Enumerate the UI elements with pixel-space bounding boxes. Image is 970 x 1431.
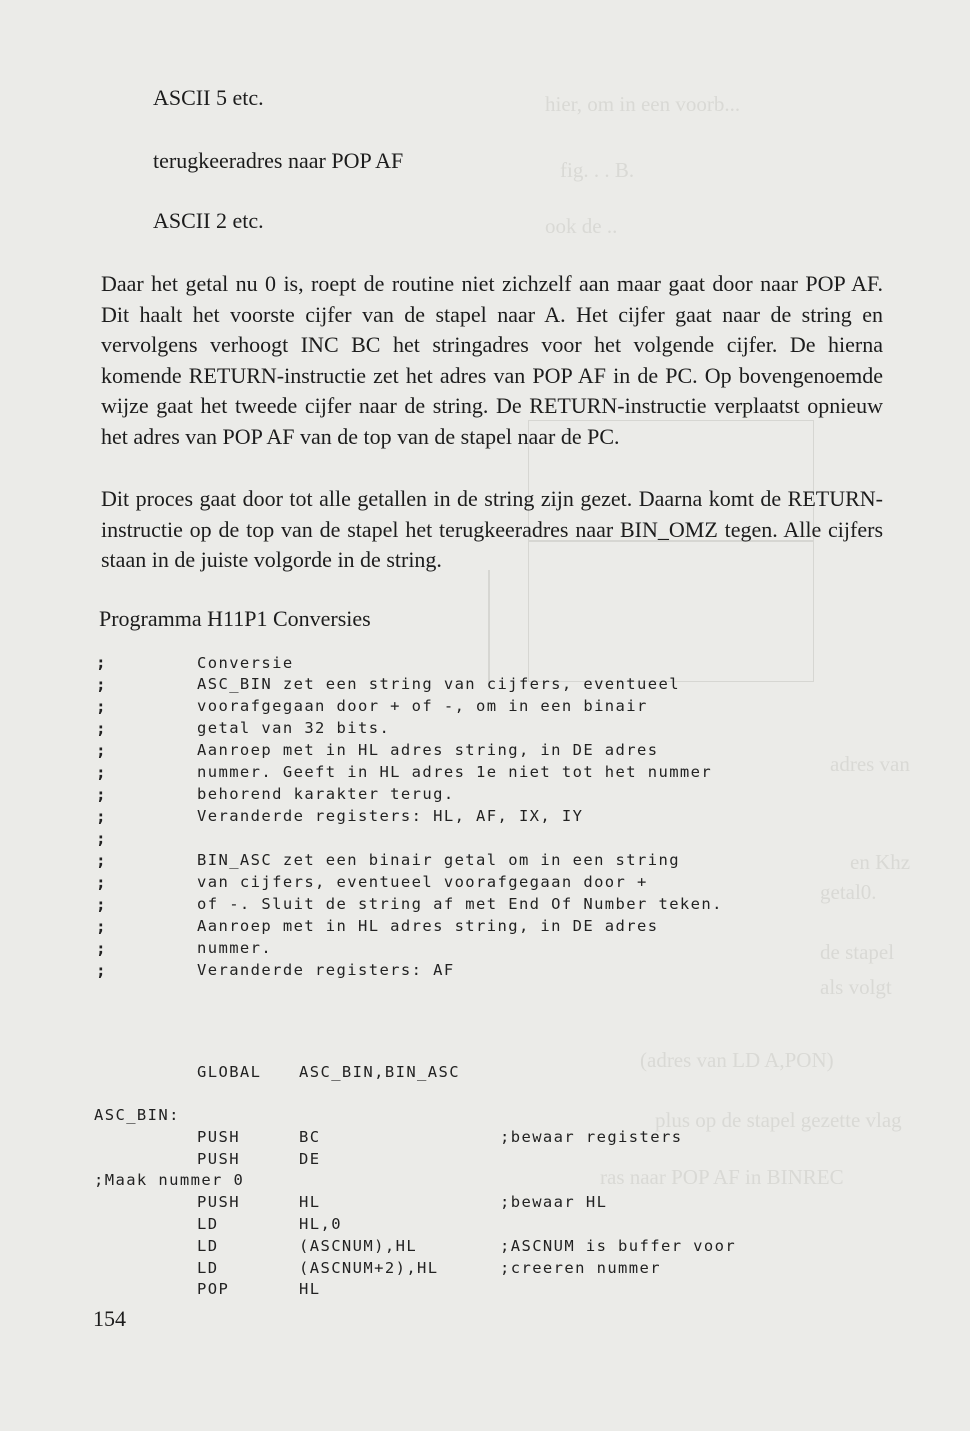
semicolon: ; xyxy=(96,697,106,716)
comment-line: van cijfers, eventueel voorafgegaan door + xyxy=(197,873,648,891)
comment-line: of -. Sluit de string af met End Of Number teken. xyxy=(197,895,723,913)
comment-line: voorafgegaan door + of -, om in een binair xyxy=(197,697,648,715)
comment-line: nummer. Geeft in HL adres 1e niet tot het nummer xyxy=(197,763,713,781)
opcode: PUSH xyxy=(197,1193,240,1211)
code-label: ASC_BIN: xyxy=(94,1106,180,1124)
semicolon: ; xyxy=(96,961,106,980)
semicolon: ; xyxy=(96,873,106,892)
operand: DE xyxy=(299,1150,321,1168)
operand: HL xyxy=(299,1280,321,1298)
comment-line: behorend karakter terug. xyxy=(197,785,455,803)
semicolon: ; xyxy=(96,719,106,738)
stack-line-ascii2: ASCII 2 etc. xyxy=(153,208,264,233)
operand: HL xyxy=(299,1193,321,1211)
book-page: hier, om in een voorb... fig. . . B. ook de .. adres van en Khz getal0. de stapel als volgt (adres van LD A,PON) plus op de stapel gezette vlag ras naar POP AF in BINREC ASCII 5 etc. terugkeeradres naar POP AF ASCII 2 etc. Daar het getal nu 0 is, roept de routine niet zichzelf aan maar gaat door naar POP AF. Dit haalt het voorste cijfer van de stapel naar A. Het cijfer gaat naar de string en vervolgens verhoogt INC BC het stringadres voor het volgende cijfer. De hierna komende RETURN-instructie zet het adres van POP AF in de PC. Op bovengenoemde wijze gaat het tweede cijfer naar de string. De RETURN-instructie verplaatst opnieuw het adres van POP AF van de top van de stapel naar de PC. Dit proces gaat door tot alle getallen in de string zijn gezet. Daarna komt de RETURN-instructie op de top van de stapel het terugkeeradres naar BIN_OMZ tegen. Alle cijfers staan in de juiste volgorde in de string. Programma H11P1 Conversies ; ; ; ; ; ; ; ; ; ; ; ; ; ; ; Conversie ASC_BIN zet een string van cijfers, eventueel voorafgegaan door + of -, om in een binair getal van 32 bits. Aanroep met in HL adres string, in DE adres nummer. Geeft in HL adres 1e niet tot het nummer behorend karakter terug. Veranderde registers: HL, AF, IX, IY BIN_ASC zet een binair getal om in een string van cijfers, eventueel voorafgegaan door + of -. Sluit de string af met End Of Number teken. Aanroep met in HL adres string, in DE adres nummer. Veranderde registers: AF GLOBAL ASC_BIN,BIN_ASC ASC_BIN: PUSH BC ;bewaar registers PUSH DE ;Maak nummer 0 PUSH HL ;bewaar HL LD HL,0 LD (ASCNUM),HL ;ASCNUM is buffer voor LD (ASCNUM+2),HL ;creeren nummer POP HL 154 xyxy=(93,85,911,1331)
page-number: 154 xyxy=(93,1306,126,1331)
opcode: PUSH xyxy=(197,1128,240,1146)
comment-line: Veranderde registers: AF xyxy=(197,961,455,979)
comment-line: BIN_ASC zet een binair getal om in een string xyxy=(197,851,680,869)
body-paragraph-1: Daar het getal nu 0 is, roept de routine niet zichzelf aan maar gaat door naar POP AF. Dit haalt het voorste cijfer van de stapel naar A. Het cijfer gaat naar de string en vervolgens verhoogt INC BC het stringadres voor het volgende cijfer. De hierna komende RETURN-instructie zet het adres van POP AF in de PC. Op bovengenoemde wijze gaat het tweede cijfer naar de string. De RETURN-instructie verplaatst opnieuw het adres van POP AF van de top van de stapel naar de PC. xyxy=(101,271,883,449)
code-comment: ;bewaar registers xyxy=(500,1128,683,1146)
operand: (ASCNUM+2),HL xyxy=(299,1259,439,1277)
operand: HL,0 xyxy=(299,1215,342,1233)
opcode: LD xyxy=(197,1259,219,1277)
semicolon: ; xyxy=(96,939,106,958)
global-arguments: ASC_BIN,BIN_ASC xyxy=(299,1063,460,1081)
comment-line: Aanroep met in HL adres string, in DE adres xyxy=(197,917,659,935)
global-directive: GLOBAL xyxy=(197,1063,262,1081)
opcode: LD xyxy=(197,1237,219,1255)
semicolon: ; xyxy=(96,851,106,870)
opcode: PUSH xyxy=(197,1150,240,1168)
comment-line: ASC_BIN zet een string van cijfers, eventueel xyxy=(197,675,680,693)
semicolon: ; xyxy=(96,895,106,914)
code-comment: ;bewaar HL xyxy=(500,1193,608,1211)
opcode: LD xyxy=(197,1215,219,1233)
body-paragraph-2: Dit proces gaat door tot alle getallen in de string zijn gezet. Daarna komt de RETURN-instructie op de top van de stapel het terugkeeradres naar BIN_OMZ tegen. Alle cijfers staan in de juiste volgorde in de string. xyxy=(101,486,883,573)
semicolon: ; xyxy=(96,653,106,672)
comment-line: getal van 32 bits. xyxy=(197,719,391,737)
semicolon: ; xyxy=(96,763,106,782)
comment-line: Veranderde registers: HL, AF, IX, IY xyxy=(197,807,584,825)
semicolon: ; xyxy=(96,675,106,694)
stack-line-return-pop: terugkeeradres naar POP AF xyxy=(153,148,404,173)
comment-line: Aanroep met in HL adres string, in DE adres xyxy=(197,741,659,759)
semicolon: ; xyxy=(96,807,106,826)
code-comment-line: ;Maak nummer 0 xyxy=(94,1171,245,1189)
opcode: POP xyxy=(197,1280,230,1298)
semicolon: ; xyxy=(96,829,106,848)
comment-line: Conversie xyxy=(197,654,294,672)
code-comment: ;ASCNUM is buffer voor xyxy=(500,1237,737,1255)
semicolon: ; xyxy=(96,917,106,936)
operand: (ASCNUM),HL xyxy=(299,1237,418,1255)
program-title: Programma H11P1 Conversies xyxy=(99,606,371,631)
operand: BC xyxy=(299,1128,321,1146)
semicolon: ; xyxy=(96,785,106,804)
semicolon: ; xyxy=(96,741,106,760)
code-comment: ;creeren nummer xyxy=(500,1259,661,1277)
stack-line-ascii5: ASCII 5 etc. xyxy=(153,85,264,110)
comment-line: nummer. xyxy=(197,939,273,957)
